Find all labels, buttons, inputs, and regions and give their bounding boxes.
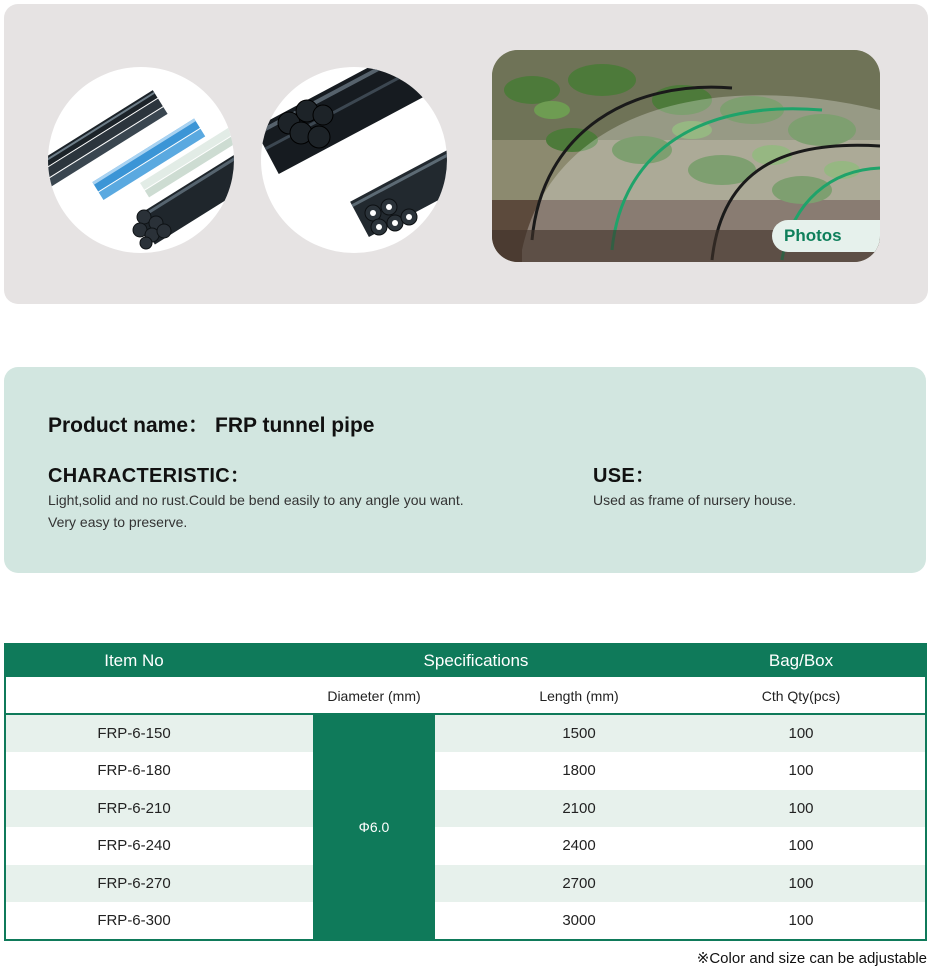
characteristic-heading: CHARACTERISTIC： (48, 465, 251, 487)
product-name-value: FRP tunnel pipe (215, 414, 375, 437)
product-name-label: Product name： (48, 414, 210, 437)
product-name (48, 409, 374, 439)
qty-cell: 100 (788, 837, 814, 855)
table-row (6, 752, 925, 789)
table-row (6, 715, 925, 752)
table-subheader-row (6, 677, 925, 713)
use-description: Used as frame of nursery house. (593, 492, 797, 508)
characteristic-line: Very easy to preserve. (48, 514, 188, 530)
qty-cell: 100 (788, 874, 814, 892)
item-no-cell: FRP-6-180 (97, 762, 171, 780)
qty-cell: 100 (788, 912, 814, 929)
qty-cell: 100 (788, 799, 814, 817)
subheader-qty: Cth Qty(pcs) (761, 688, 841, 704)
header-specifications: Specifications (423, 651, 529, 670)
subheader-diameter: Diameter (mm) (327, 688, 421, 704)
diameter-merged-cell: Φ6.0 (313, 715, 435, 939)
specification-table (4, 643, 927, 941)
item-no-cell: FRP-6-210 (97, 799, 171, 817)
table-row (6, 865, 925, 902)
item-no-cell: FRP-6-240 (97, 837, 171, 855)
photos-label: Photos (772, 220, 880, 252)
length-cell: 3000 (562, 912, 596, 929)
product-info-panel (4, 367, 926, 573)
table-row (6, 790, 925, 827)
qty-cell: 100 (788, 725, 814, 742)
subheader-empty (6, 677, 313, 713)
header-item-no: Item No (104, 651, 164, 670)
length-cell: 1800 (562, 762, 596, 780)
length-cell: 2100 (562, 799, 596, 817)
greenhouse-tunnel-photo (492, 50, 880, 262)
table-body (6, 715, 925, 939)
photo-panel (4, 4, 928, 304)
length-cell: 1500 (562, 725, 596, 742)
table-row (6, 827, 925, 864)
use-heading: USE： (593, 465, 656, 487)
item-no-cell: FRP-6-270 (97, 874, 171, 892)
characteristic-line: Light,solid and no rust.Could be bend easily to any angle you want. (48, 492, 464, 508)
characteristic-description (48, 489, 464, 533)
subheader-length: Length (mm) (539, 688, 619, 704)
table-row (6, 902, 925, 939)
length-cell: 2700 (562, 874, 596, 892)
item-no-cell: FRP-6-300 (97, 912, 171, 929)
footnote: ※Color and size can be adjustable (696, 950, 927, 967)
frp-rods-assorted-image (48, 67, 234, 253)
table-header-row (6, 645, 925, 677)
frp-rods-black-image (261, 67, 447, 253)
header-bag-box: Bag/Box (768, 651, 834, 670)
qty-cell: 100 (788, 762, 814, 780)
item-no-cell: FRP-6-150 (97, 725, 171, 742)
length-cell: 2400 (562, 837, 596, 855)
